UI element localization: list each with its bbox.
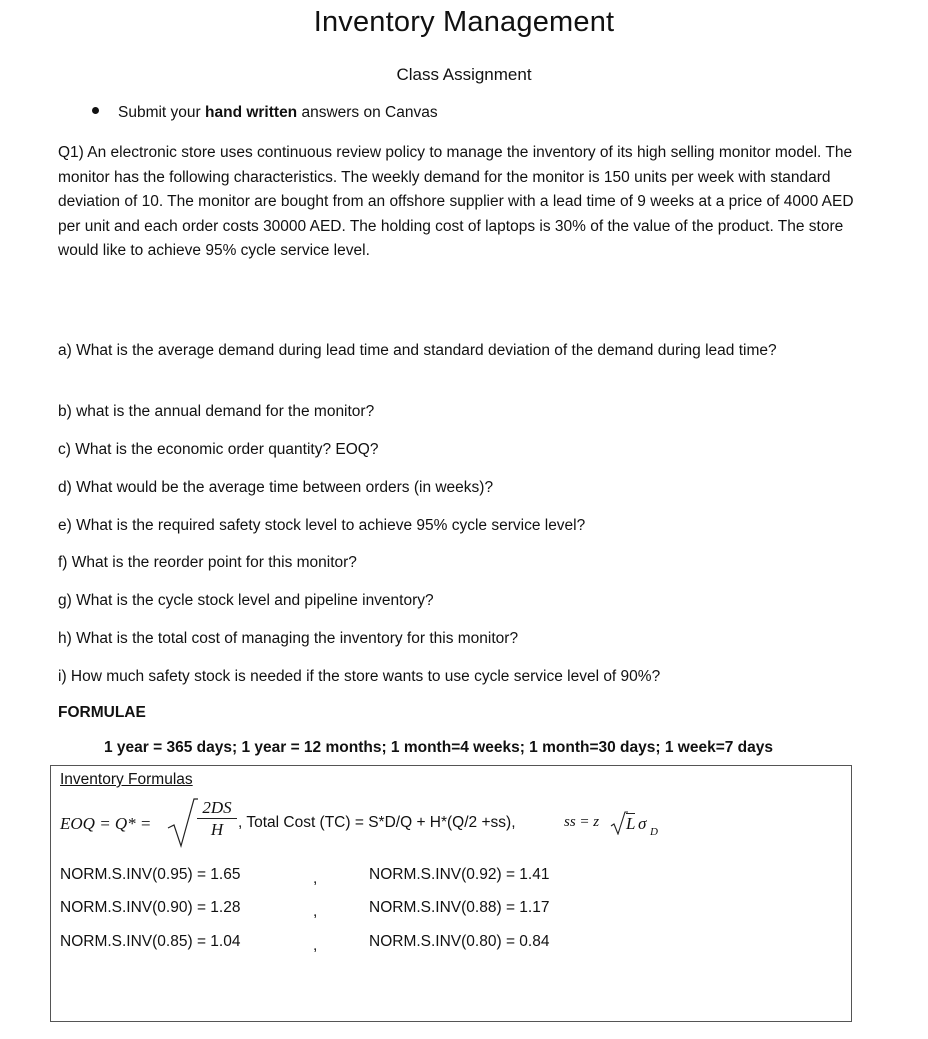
bullet-icon [92,107,99,114]
total-cost-formula: , Total Cost (TC) = S*D/Q + H*(Q/2 +ss), [238,814,516,831]
document-title: Inventory Management [313,6,615,38]
part-d: d) What would be the average time between orders (in weeks)? [58,479,494,496]
norm-value-2-right: NORM.S.INV(0.80) = 0.84 [369,933,550,950]
formulae-heading: FORMULAE [58,704,146,721]
part-h: h) What is the total cost of managing the inventory for this monitor? [58,630,519,647]
ss-root-l: L [626,814,636,833]
part-g: g) What is the cycle stock level and pipeline inventory? [58,592,434,609]
eoq-denominator: H [210,820,224,839]
unit-conversions: 1 year = 365 days; 1 year = 12 months; 1 month=4 weeks; 1 month=30 days; 1 week=7 days [104,739,773,756]
instruction-text-before: Submit your [118,104,206,121]
part-b: b) what is the annual demand for the monitor? [58,403,375,420]
sqrt-radical-icon [166,798,198,850]
ss-sigma-subscript: D [650,826,658,838]
norm-value-1-left: NORM.S.INV(0.90) = 1.28 [60,899,241,916]
instruction-bullet [92,104,438,122]
norm-separator-0: , [313,870,318,887]
eoq-fraction [197,798,237,841]
part-f: f) What is the reorder point for this monitor? [58,554,357,571]
safety-stock-formula: ss = z [564,814,600,830]
formula-box [50,765,852,1022]
ss-sigma: σ [638,814,647,833]
eoq-lhs: EOQ = Q* = [60,814,152,833]
norm-separator-2: , [313,937,318,954]
eoq-numerator: 2DS [197,798,237,819]
question-text: Q1) An electronic store uses continuous review policy to manage the inventory of its high selling monitor model. The monitor has the following characteristics. The weekly demand for the monitor is 150 units per week with standard deviation of 10. The monitor are bought from an offshore supplier with a lead time of 9 weeks at a price of 4000 AED per unit and each order costs 30000 AED. The holding cost of laptops is 30% of the value of the product. The store would like to achieve 95% cycle service level. [58,144,854,259]
norm-value-0-left: NORM.S.INV(0.95) = 1.65 [60,866,241,883]
formula-box-title: Inventory Formulas [60,771,193,788]
part-i: i) How much safety stock is needed if the store wants to use cycle service level of 90%? [58,668,661,685]
norm-value-1-right: NORM.S.INV(0.88) = 1.17 [369,899,550,916]
norm-value-2-left: NORM.S.INV(0.85) = 1.04 [60,933,241,950]
instruction-text-after: answers on Canvas [297,104,438,121]
document-subtitle: Class Assignment [396,65,532,84]
part-c: c) What is the economic order quantity? EOQ? [58,441,379,458]
norm-separator-1: , [313,903,318,920]
norm-value-0-right: NORM.S.INV(0.92) = 1.41 [369,866,550,883]
part-a: a) What is the average demand during lead time and standard deviation of the demand during lead time? [58,342,777,359]
part-e: e) What is the required safety stock level to achieve 95% cycle service level? [58,517,586,534]
instruction-text-bold: hand written [205,104,298,121]
